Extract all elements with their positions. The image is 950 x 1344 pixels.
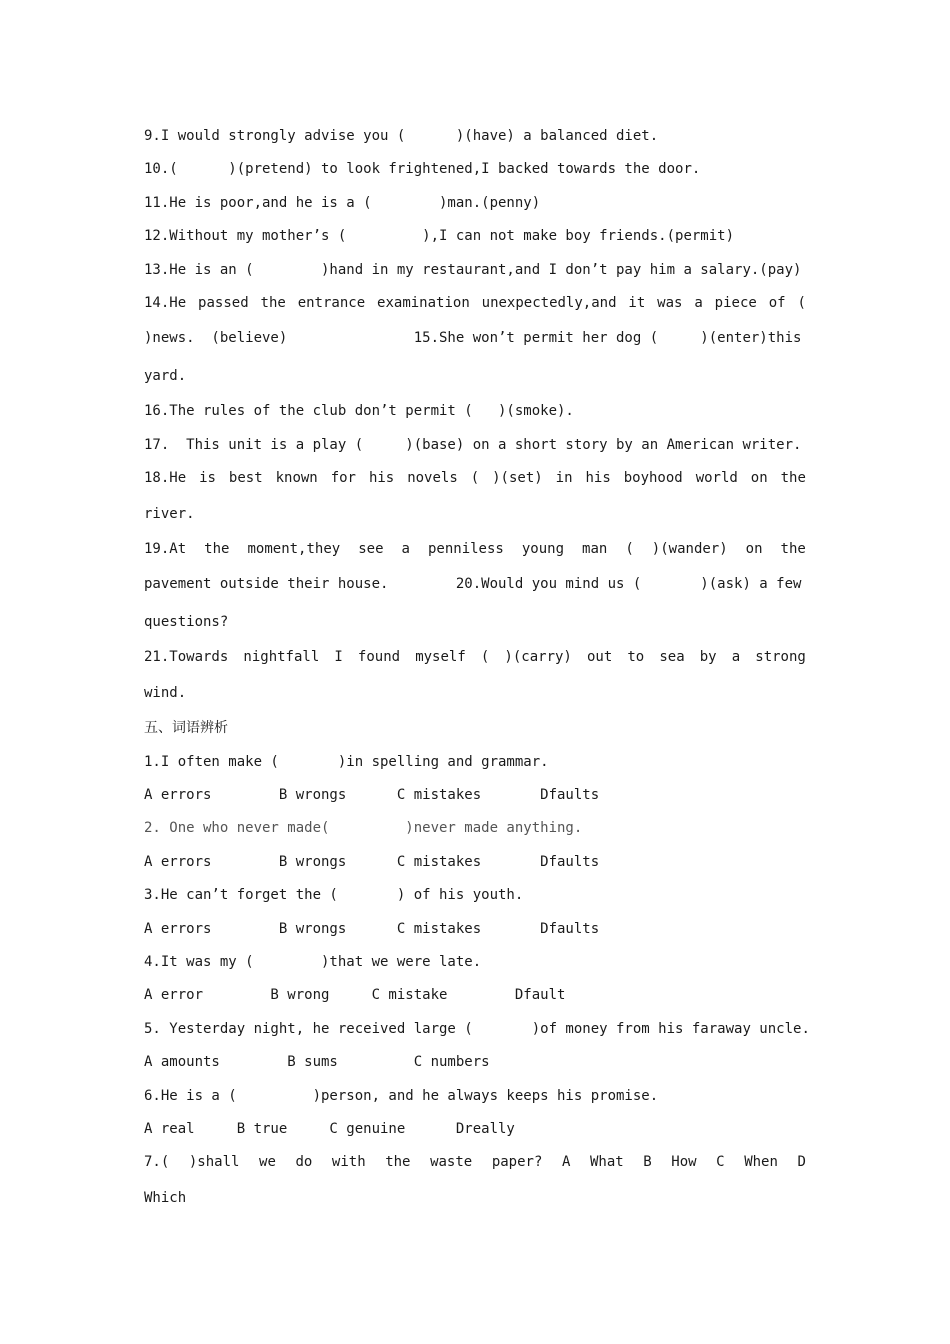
word: What (589, 1154, 624, 1171)
word: his (368, 470, 395, 487)
vocab-options-3: A errors B wrongs C mistakes Dfaults (144, 920, 600, 937)
word: a (401, 541, 410, 558)
word: sea (659, 649, 685, 666)
word: ( (797, 294, 806, 311)
question-21-line-2: wind. (144, 684, 187, 701)
question-18-line-1 (144, 462, 806, 495)
word: 21.Towards (144, 649, 229, 666)
word: When (744, 1154, 778, 1171)
question-10: 10.( )(pretend) to look frightened,I backed towards the door. (144, 161, 701, 178)
word: 7.( (144, 1154, 170, 1171)
word: 18.He (144, 470, 187, 487)
vocab-options-5: A amounts B sums C numbers (144, 1054, 490, 1071)
word: by (699, 649, 717, 666)
word: a (731, 649, 741, 666)
vocab-options-4: A error B wrong C mistake Dfault (144, 987, 566, 1004)
question-19-line-1 (144, 533, 806, 566)
word: 19.At (144, 541, 187, 558)
word: piece (714, 294, 757, 311)
word: in (555, 470, 573, 487)
word: we (259, 1154, 276, 1171)
question-11: 11.He is poor,and he is a ( )man.(penny) (144, 194, 541, 211)
word: unexpectedly,and (481, 294, 617, 311)
vocab-question-4: 4.It was my ( )that we were late. (144, 954, 482, 971)
word: A (561, 1154, 571, 1171)
word: do (295, 1154, 313, 1171)
question-19-line-2: pavement outside their house. 20.Would you mind us ( )(ask) a few (144, 576, 802, 593)
word: is (199, 470, 216, 487)
word: was (657, 294, 683, 311)
word: examination (377, 294, 470, 311)
question-13: 13.He is an ( )hand in my restaurant,and I don’t pay him a salary.(pay) (144, 261, 802, 278)
word: the (780, 541, 806, 558)
worksheet-page (144, 120, 810, 1217)
question-16: 16.The rules of the club don’t permit ( )(smoke). (144, 403, 574, 420)
word: see (358, 541, 384, 558)
word: C (716, 1154, 725, 1171)
word: man (582, 541, 608, 558)
word: his (585, 470, 611, 487)
word: best (228, 470, 263, 487)
vocab-question-1: 1.I often make ( )in spelling and grammar. (144, 753, 549, 770)
word: 14.He (144, 294, 187, 311)
vocab-question-3: 3.He can’t forget the ( ) of his youth. (144, 887, 524, 904)
word: passed (198, 294, 249, 311)
word: on (745, 541, 763, 558)
word: waste (430, 1154, 473, 1171)
word: novels (407, 470, 458, 487)
word: to (627, 649, 645, 666)
word: myself (415, 649, 466, 666)
vocab-options-2: A errors B wrongs C mistakes Dfaults (144, 853, 600, 870)
word: the (780, 470, 806, 487)
word: )shall (188, 1154, 240, 1171)
vocab-question-5: 5. Yesterday night, he received large ( )of money from his faraway uncle. (144, 1020, 810, 1037)
word: the (204, 541, 230, 558)
word: it (628, 294, 646, 311)
question-17: 17. This unit is a play ( )(base) on a short story by an American writer. (144, 436, 802, 453)
word: ( (470, 470, 480, 487)
question-18-line-2: river. (144, 505, 195, 522)
word: young (521, 541, 565, 558)
word: boyhood (623, 470, 683, 487)
vocab-question-2: 2. One who never made( )never made anything. (144, 820, 583, 837)
word: nightfall (243, 649, 320, 666)
word: I (334, 649, 343, 666)
word: )(carry) (504, 649, 572, 666)
word: paper? (491, 1154, 543, 1171)
vocab-question-7-line-2: Which (144, 1189, 187, 1206)
word: for (330, 470, 356, 487)
vocab-options-1: A errors B wrongs C mistakes Dfaults (144, 787, 600, 804)
vocab-question-7-line-1 (144, 1146, 806, 1179)
word: of (768, 294, 786, 311)
question-9: 9.I would strongly advise you ( )(have) a balanced diet. (144, 128, 659, 144)
word: a (694, 294, 703, 311)
word: ( (625, 541, 634, 558)
question-20-line-3: questions? (144, 613, 229, 630)
word: known (275, 470, 318, 487)
word: the (260, 294, 286, 311)
word: How (671, 1154, 697, 1171)
word: out (586, 649, 613, 666)
word: found (357, 649, 401, 666)
word: ( (480, 649, 490, 666)
question-12: 12.Without my mother’s ( ),I can not make boy friends.(permit) (144, 228, 735, 245)
question-21-line-1 (144, 641, 806, 674)
vocab-question-6: 6.He is a ( )person, and he always keeps his promise. (144, 1087, 659, 1104)
word: the (385, 1154, 411, 1171)
question-14-line-2: )news. (believe) 15.She won’t permit her dog ( )(enter)this (144, 330, 802, 347)
word: strong (755, 649, 806, 666)
word: with (331, 1154, 366, 1171)
section-5-heading: 五、词语辨析 (144, 720, 228, 737)
word: moment,they (247, 541, 341, 558)
question-15-line-3: yard. (144, 367, 187, 384)
word: )(set) (492, 470, 543, 487)
word: on (750, 470, 768, 487)
question-14-line-1 (144, 287, 806, 320)
word: entrance (297, 294, 366, 311)
word: world (695, 470, 738, 487)
vocab-options-6: A real B true C genuine Dreally (144, 1120, 515, 1137)
word: )(wander) (651, 541, 728, 558)
word: penniless (427, 541, 504, 558)
word: D (797, 1154, 806, 1171)
word: B (643, 1154, 652, 1171)
